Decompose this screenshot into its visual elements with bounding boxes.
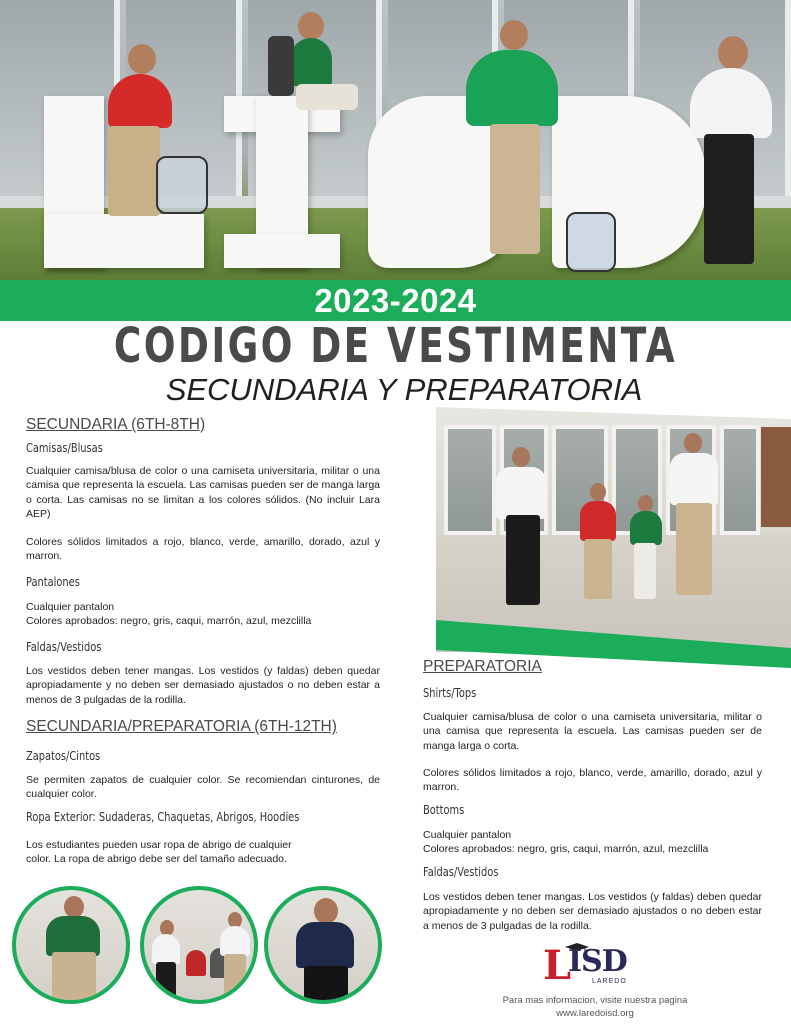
- section-heading-preparatoria: PREPARATORIA: [423, 658, 542, 675]
- prep-bottoms-line-2: Colores aprobados: negro, gris, caqui, marrón, azul, mezclilla: [423, 843, 709, 855]
- prep-bottoms-line-1: Cualquier pantalon: [423, 829, 512, 841]
- student-green-polo: [466, 50, 558, 126]
- student-white-polo: [152, 934, 180, 964]
- student-green-polo: [630, 511, 662, 545]
- student-khaki-pants: [52, 952, 96, 1004]
- backpack: [156, 156, 208, 214]
- student-khaki-pants: [108, 126, 160, 216]
- subheading-bottoms: Bottoms: [423, 803, 465, 817]
- student-black-pants: [156, 962, 176, 1004]
- student-khaki-pants: [584, 539, 612, 599]
- logo-letter-l: L: [543, 942, 572, 989]
- student-white-pants: [296, 84, 358, 110]
- brick-wall: [761, 427, 791, 527]
- prep-shirts-colors-text: Colores sólidos limitados a rojo, blanco, verde, amarillo, dorado, azul y marron.: [423, 767, 762, 794]
- prep-skirts-text: Los vestidos deben tener mangas. Los vestidos (y faldas) deben quedar apropiadamente y no deben ser demasiado ajustados o no deben estar a menos de 3 pulgadas de la rodilla.: [423, 891, 762, 932]
- student-head: [64, 896, 84, 918]
- subheading-shoes: Zapatos/Cintos: [26, 749, 101, 763]
- student-green-polo: [290, 38, 332, 86]
- student-head: [718, 36, 748, 70]
- outerwear-line-2: color. La ropa de abrigo debe ser del tamaño adecuado.: [26, 853, 287, 865]
- student-white-polo: [670, 453, 718, 505]
- shoes-text: Se permiten zapatos de cualquier color. Se recomiendan cinturones, de cualquier color.: [26, 774, 380, 801]
- student-black-pants: [506, 515, 540, 605]
- student-red-shirt: [186, 950, 206, 976]
- student-head: [500, 20, 528, 50]
- pants-line-2: Colores aprobados: negro, gris, caqui, marrón, azul, mezclilla: [26, 615, 312, 627]
- page-title: CODIGO DE VESTIMENTA: [113, 318, 678, 374]
- student-white-polo: [496, 467, 546, 519]
- outerwear-line-1: Los estudiantes pueden usar ropa de abrigo de cualquier: [26, 839, 292, 851]
- circle-photo-student-green: [12, 886, 130, 1004]
- page-subtitle: SECUNDARIA Y PREPARATORIA: [165, 372, 643, 407]
- student-black-pants: [704, 134, 754, 264]
- student-white-pants: [634, 543, 656, 599]
- student-khaki-pants: [676, 503, 712, 595]
- subheading-shirts-tops: Shirts/Tops: [423, 686, 477, 700]
- subheading-prep-skirts: Faldas/Vestidos: [423, 865, 499, 879]
- student-navy-polo: [296, 922, 354, 968]
- subheading-pants: Pantalones: [26, 575, 80, 589]
- student-white-polo: [690, 68, 772, 138]
- backpack: [268, 36, 294, 96]
- glass-door: [720, 425, 760, 535]
- student-black-pants: [304, 966, 348, 1004]
- student-green-polo: [46, 916, 100, 956]
- students-walking-photo: [436, 407, 791, 652]
- subheading-outerwear: Ropa Exterior: Sudaderas, Chaquetas, Abrigos, Hoodies: [26, 810, 300, 824]
- glass-door: [444, 425, 496, 535]
- shirts-colors-text: Colores sólidos limitados a rojo, blanco, verde, amarillo, dorado, azul y marron.: [26, 536, 380, 563]
- student-head: [298, 12, 324, 40]
- skirts-text: Los vestidos deben tener mangas. Los vestidos (y faldas) deben quedar apropiadamente y no deben ser demasiado ajustados o no deben estar a menos de 3 pulgadas de la rodilla.: [26, 665, 380, 706]
- prep-shirts-text: Cualquier camisa/blusa de color o una camiseta universitaria, militar o una camisa que representa la escuela. Las camisas pueden ser de manga larga o corta.: [423, 711, 762, 752]
- student-head: [512, 447, 530, 467]
- logo-text: ISD: [568, 944, 627, 979]
- section-heading-secundaria-preparatoria: SECUNDARIA/PREPARATORIA (6TH-12TH): [26, 718, 337, 735]
- sign-letter-l-base: [44, 214, 204, 268]
- student-head: [590, 483, 606, 501]
- section-heading-secundaria: SECUNDARIA (6TH-8TH): [26, 416, 206, 433]
- subheading-shirts: Camisas/Blusas: [26, 441, 103, 455]
- sign-letter-i-base: [224, 234, 340, 268]
- pants-line-1: Cualquier pantalon: [26, 601, 115, 613]
- student-khaki-pants: [224, 954, 246, 1004]
- student-khaki-pants: [490, 124, 540, 254]
- student-head: [128, 44, 156, 74]
- circle-photo-students-group: [140, 886, 258, 1004]
- student-white-polo: [220, 926, 250, 956]
- subheading-skirts: Faldas/Vestidos: [26, 640, 102, 654]
- student-head: [684, 433, 702, 453]
- logo-subtext: LAREDO: [592, 978, 627, 985]
- backpack: [566, 212, 616, 272]
- student-head: [314, 898, 338, 924]
- student-red-shirt: [580, 501, 616, 541]
- footer-website-link[interactable]: www.laredoisd.org: [556, 1008, 634, 1019]
- footer-info-line: Para mas informacion, visite nuestra pagina: [502, 995, 688, 1006]
- hero-photo: [0, 0, 791, 280]
- shirts-text: Cualquier camisa/blusa de color o una camiseta universitaria, militar o una camisa que representa la escuela. Las camisas pueden ser de manga larga o corta. Las camisas no se limitan a los colores sólidos. (No incluir Lara AEP): [26, 465, 380, 521]
- student-head: [638, 495, 653, 512]
- school-year: 2023-2024: [314, 282, 477, 319]
- year-banner: [0, 280, 791, 321]
- circle-photo-student-navy: [264, 886, 382, 1004]
